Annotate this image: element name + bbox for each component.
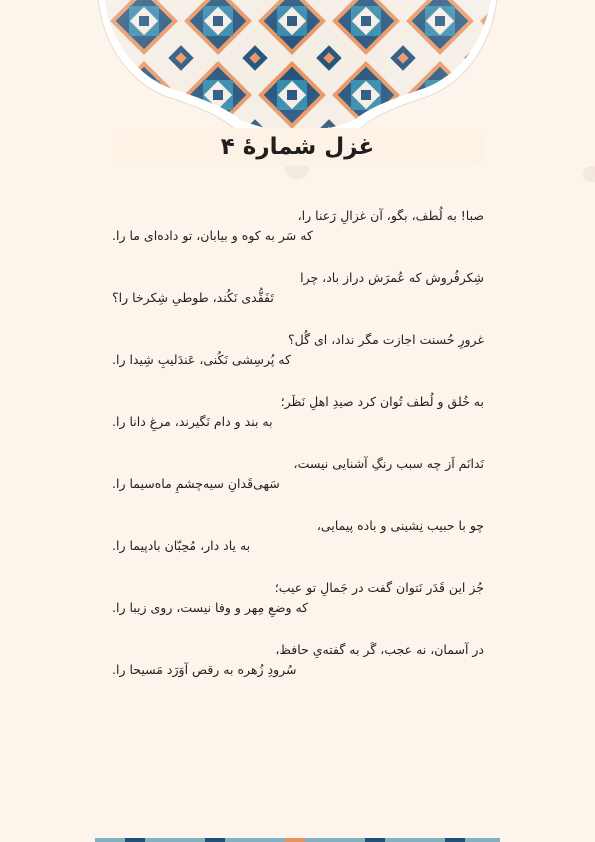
- first-hemistich: چو با حبیب نِشینی و باده پیمایی،: [316, 518, 484, 533]
- first-hemistich: در آسمان، نه عجب، گَر به گفته‌یِ حافظ،: [275, 642, 484, 657]
- second-hemistich: تَفَقُّدی نَکُند، طوطیِ شِکرخا را؟: [112, 290, 274, 305]
- first-hemistich: نَدانَم اَز چه سبب رنگِ آشنایی نیست،: [293, 456, 484, 471]
- couplet: [112, 640, 484, 702]
- first-hemistich: غرورِ حُسنت اجازت مگر نداد، ای گُل؟: [287, 332, 484, 347]
- first-hemistich: جُز این قَدَر نَتوان گفت در جَمالِ تو عیب؛: [274, 580, 484, 595]
- poem: [112, 206, 484, 702]
- second-hemistich: که وضعِ مِهر و وفا نیست، روی زیبا را.: [112, 600, 309, 615]
- couplet: [112, 268, 484, 330]
- first-hemistich: شِکرفُروش که عُمرَش دراز باد، چرا: [300, 270, 484, 285]
- couplet: [112, 330, 484, 392]
- second-hemistich: سَهی‌قَدانِ سیه‌چشمِ ماه‌سیما را.: [112, 476, 280, 491]
- couplet: [112, 578, 484, 640]
- second-hemistich: سُرودِ زُهره به رقص آوَرَد مَسیحا را.: [112, 662, 297, 677]
- second-hemistich: که سَر به کوه و بیابان، تو داده‌ای ما را.: [112, 228, 313, 243]
- second-hemistich: که پُرسِشی نَکُنی، عَندَلیبِ شِیدا را.: [112, 352, 291, 367]
- first-hemistich: به خُلق و لُطف تُوان کرد صیدِ اهلِ نَظَر؛: [280, 394, 484, 409]
- first-hemistich: صبا! به لُطف، بگو، آن غزالِ رَعنا را،: [297, 208, 484, 223]
- couplet: [112, 454, 484, 516]
- second-hemistich: به بند و دام نَگیرند، مرغِ دانا را.: [112, 414, 273, 429]
- couplet: [112, 206, 484, 268]
- page-title: غزل شمارهٔ ۴: [220, 134, 375, 160]
- footer-ornament: [95, 836, 500, 842]
- second-hemistich: به یاد دار، مُحِبّان بادپیما را.: [112, 538, 251, 553]
- couplet: [112, 392, 484, 454]
- edge-tab: [583, 166, 595, 182]
- couplet: [112, 516, 484, 578]
